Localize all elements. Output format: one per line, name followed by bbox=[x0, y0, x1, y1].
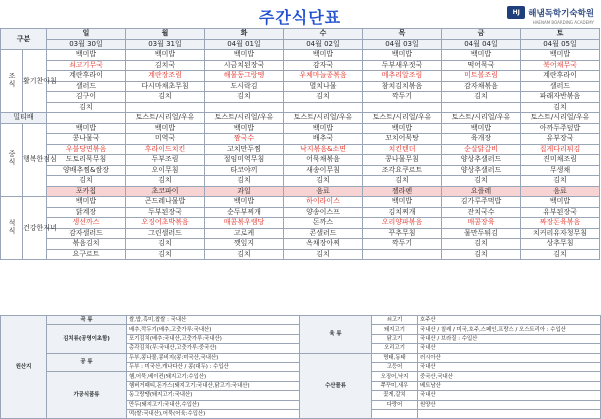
menu-item: 김치 bbox=[205, 249, 284, 260]
menu-item: 백미밥 bbox=[47, 123, 126, 134]
dinner-theme-text: 건강한저녁 bbox=[23, 223, 57, 232]
menu-item: 양상추샐러드 bbox=[442, 155, 521, 166]
day-header: 월 bbox=[126, 29, 205, 40]
fish-origin: 원양산 bbox=[418, 400, 601, 409]
menu-item: 계란후라이 bbox=[47, 71, 126, 82]
snack-item: 젤라펜 bbox=[363, 186, 442, 197]
menu-item: 두부된장국 bbox=[126, 207, 205, 218]
menu-item bbox=[205, 102, 284, 113]
menu-item: 백미밥 bbox=[126, 123, 205, 134]
fish-type: 쭈꾸미,새우 bbox=[372, 381, 418, 390]
fish-type: 오징어,낙지 bbox=[372, 372, 418, 381]
fish-origin: 국내산 bbox=[418, 362, 601, 371]
meat-type: 오리고기 bbox=[372, 344, 418, 353]
menu-item: 해물동그랑땡 bbox=[205, 71, 284, 82]
breakfast-row bbox=[1, 81, 600, 92]
lunch-theme-text: 행복한점심 bbox=[23, 155, 57, 164]
menu-item: 치커리유자청무침 bbox=[521, 228, 600, 239]
menu-item: 우불당면볶음 bbox=[47, 144, 126, 155]
menu-item: 김치 bbox=[47, 102, 126, 113]
menu-item: 미역국 bbox=[126, 134, 205, 145]
menu-item: 백미밥 bbox=[521, 197, 600, 208]
menu-item: 쇠고기무국 bbox=[47, 60, 126, 71]
morning-item: 토스트/시리얼/우유 bbox=[521, 113, 600, 124]
menu-item: 김치국 bbox=[126, 60, 205, 71]
menu-item: 메추리알조림 bbox=[363, 71, 442, 82]
morning-snack-row bbox=[1, 113, 600, 124]
date-header: 04월 05일 bbox=[521, 39, 600, 50]
menu-item: 두부새우젓국 bbox=[363, 60, 442, 71]
menu-item: 김치 bbox=[442, 92, 521, 103]
dinner-row bbox=[1, 228, 600, 239]
menu-item: 백미밥 bbox=[363, 197, 442, 208]
menu-item: 육개장 bbox=[442, 134, 521, 145]
origin-value: 포기김치(배추:국내산,고춧가루:국내산) bbox=[127, 334, 300, 343]
menu-item: 오이무침 bbox=[126, 165, 205, 176]
menu-item: 감자채볶음 bbox=[442, 81, 521, 92]
origin-category: 곡 류 bbox=[47, 316, 127, 325]
menu-item: 볶음김치 bbox=[47, 239, 126, 250]
menu-item: 조각요쿠르트 bbox=[363, 165, 442, 176]
origin-value: 총각김치(무:국내산,고춧가루:중국산) bbox=[127, 344, 300, 353]
menu-item: 백미밥 bbox=[47, 50, 126, 61]
menu-item: 김치 bbox=[363, 176, 442, 187]
menu-item: 백미밥 bbox=[126, 50, 205, 61]
menu-item bbox=[442, 102, 521, 113]
origin-row bbox=[1, 353, 601, 362]
menu-item: 김치 bbox=[47, 176, 126, 187]
fish-origin: 러시아산 bbox=[418, 353, 601, 362]
menu-item: 김치 bbox=[126, 176, 205, 187]
menu-item: 우체마늘종볶음 bbox=[284, 71, 363, 82]
empty-cell bbox=[372, 409, 418, 418]
origin-category: 가공식품류 bbox=[47, 372, 127, 419]
menu-item: 오리양파볶음 bbox=[363, 218, 442, 229]
menu-item bbox=[363, 102, 442, 113]
menu-item: 양배추찜&쌈장 bbox=[47, 165, 126, 176]
menu-item: 김치 bbox=[442, 239, 521, 250]
fish-category: 수산물류 bbox=[300, 353, 372, 419]
breakfast-row bbox=[1, 60, 600, 71]
menu-item: 하이라이스 bbox=[284, 197, 363, 208]
menu-item: 백미밥 bbox=[284, 123, 363, 134]
origin-category: 공 류 bbox=[47, 353, 127, 372]
page-header bbox=[0, 0, 600, 28]
menu-item: 매콤볶우램당 bbox=[205, 218, 284, 229]
date-header: 04월 01일 bbox=[205, 39, 284, 50]
snack-item: 요플레 bbox=[442, 186, 521, 197]
meat-category: 육 류 bbox=[300, 316, 372, 354]
menu-item: 백미밥 bbox=[363, 123, 442, 134]
menu-item: 짬국수 bbox=[205, 134, 284, 145]
menu-item: 김치 bbox=[284, 92, 363, 103]
origin-category: 김치류(공영이초함) bbox=[47, 325, 127, 353]
menu-item: 김치 bbox=[521, 176, 600, 187]
morning-item: 토스트/시리얼/우유 bbox=[363, 113, 442, 124]
lunch-row bbox=[1, 123, 600, 134]
date-header: 03월 31일 bbox=[126, 39, 205, 50]
day-header: 금 bbox=[442, 29, 521, 40]
menu-item: 두부조림 bbox=[126, 155, 205, 166]
menu-item: 매콤장육 bbox=[442, 218, 521, 229]
fish-type: 고등어 bbox=[372, 362, 418, 371]
dinner-row bbox=[1, 207, 600, 218]
menu-item: 배추국 bbox=[284, 134, 363, 145]
menu-item: 생선까스 bbox=[47, 218, 126, 229]
menu-item: 돈까스 bbox=[284, 218, 363, 229]
day-header: 토 bbox=[521, 29, 600, 40]
menu-item: 김치 bbox=[442, 176, 521, 187]
date-row bbox=[1, 39, 600, 50]
menu-body bbox=[1, 50, 600, 260]
date-header: 04월 02일 bbox=[284, 39, 363, 50]
menu-item: 깍두기 bbox=[363, 92, 442, 103]
menu-item: 백미밥 bbox=[442, 50, 521, 61]
origin-value: 두부,콩나물,콩비지(콩:미국산,국내산) bbox=[127, 353, 300, 362]
origin-value: 동그랑땡(돼지고기:국내산) bbox=[127, 391, 300, 400]
day-header: 화 bbox=[205, 29, 284, 40]
menu-item: 요구르트 bbox=[47, 249, 126, 260]
menu-item: 김치찌개 bbox=[363, 207, 442, 218]
menu-item: 양상추샐러드 bbox=[442, 165, 521, 176]
menu-item: 감자국 bbox=[284, 60, 363, 71]
menu-item: 콩나물국 bbox=[47, 134, 126, 145]
breakfast-meal-text: 조식 bbox=[8, 71, 16, 88]
breakfast-row bbox=[1, 102, 600, 113]
snack-item: 음료 bbox=[284, 186, 363, 197]
menu-item: 곤드레나물밥 bbox=[126, 197, 205, 208]
menu-item: 순살닭갈비 bbox=[442, 144, 521, 155]
menu-item: 닭계장 bbox=[47, 207, 126, 218]
lunch-row bbox=[1, 155, 600, 166]
origin-value: 떡(쌀:국내산),어묵(어육:수입산) bbox=[127, 409, 300, 418]
menu-item: 물만두튀김 bbox=[442, 228, 521, 239]
menu-item: 상추무침 bbox=[521, 239, 600, 250]
breakfast-row bbox=[1, 71, 600, 82]
menu-item: 낙지볶음&소면 bbox=[284, 144, 363, 155]
menu-item: 순두부찌개 bbox=[205, 207, 284, 218]
menu-item: 백미밥 bbox=[205, 50, 284, 61]
menu-item: 참치김치볶음 bbox=[363, 81, 442, 92]
page-title: 주간식단표 bbox=[258, 8, 342, 27]
menu-item: 무생채 bbox=[521, 165, 600, 176]
origin-title: 원산지 bbox=[1, 316, 47, 419]
day-header: 수 bbox=[284, 29, 363, 40]
menu-item: 미트볼조림 bbox=[442, 71, 521, 82]
menu-item: 떡어묵국 bbox=[442, 60, 521, 71]
origin-value: 햄버거패티,돈가스(돼지고기:국내산,닭고기:국내산) bbox=[127, 381, 300, 390]
meat-origin: 국내산 / 칠레 / 미국,호주,스페인,프랑스 / 오스트리아 : 수입산 bbox=[418, 325, 601, 334]
menu-item: 백미밥 bbox=[442, 123, 521, 134]
lunch-theme-label bbox=[23, 123, 57, 197]
date-header: 03월 30일 bbox=[47, 39, 126, 50]
menu-item: 감자샐러드 bbox=[47, 228, 126, 239]
breakfast-row bbox=[1, 50, 600, 61]
menu-item: 김치 bbox=[126, 92, 205, 103]
menu-item bbox=[363, 249, 442, 260]
dinner-meal-label bbox=[1, 197, 23, 260]
dinner-meal-text: 석식 bbox=[8, 218, 16, 235]
menu-item: 샐러드 bbox=[521, 81, 600, 92]
lunch-row bbox=[1, 134, 600, 145]
fish-origin: 중국산,국내산 bbox=[418, 372, 601, 381]
menu-item: 김치 bbox=[205, 92, 284, 103]
menu-item: 오징어초박볶음 bbox=[126, 218, 205, 229]
menu-corner-label: 구분 bbox=[1, 29, 47, 50]
origin-row bbox=[1, 316, 601, 325]
snack-row bbox=[1, 186, 600, 197]
breakfast-meal-label bbox=[1, 50, 23, 113]
meat-type: 닭고기 bbox=[372, 334, 418, 343]
snack-item: 초코파이 bbox=[126, 186, 205, 197]
menu-item: 깻잎지 bbox=[205, 239, 284, 250]
menu-item: 멸치나물 bbox=[284, 81, 363, 92]
menu-item: 백미밥 bbox=[47, 197, 126, 208]
menu-item: 김구이 bbox=[47, 92, 126, 103]
lunch-row bbox=[1, 176, 600, 187]
fish-origin: 베트남산 bbox=[418, 381, 601, 390]
menu-item: 김치 bbox=[521, 102, 600, 113]
origin-value: 햄,어묵,베이컨(돼지고기:수입산) bbox=[127, 372, 300, 381]
fish-type: 꽃게,갈치 bbox=[372, 391, 418, 400]
menu-item: 샐러드 bbox=[47, 81, 126, 92]
menu-item: 짜장돈육볶음 bbox=[521, 218, 600, 229]
menu-item: 콩나물무침 bbox=[363, 155, 442, 166]
menu-item: 꾸추무침 bbox=[363, 228, 442, 239]
menu-item: 유부장국 bbox=[521, 134, 600, 145]
origin-value: 두부 : 미국산,캐나다산 / 콩(대두) : 수입산 bbox=[127, 362, 300, 371]
snack-item: 포카칩 bbox=[47, 186, 126, 197]
menu-item: 고치만두찜 bbox=[205, 144, 284, 155]
fish-type: 다랑어 bbox=[372, 400, 418, 409]
menu-item: 김치 bbox=[126, 239, 205, 250]
menu-item: 잔치국수 bbox=[442, 207, 521, 218]
morning-item: 토스트/시리얼/우유 bbox=[442, 113, 521, 124]
menu-item: 진미채조림 bbox=[521, 155, 600, 166]
origin-value: 배추,깍두기(배추,고춧가루:국내산) bbox=[127, 325, 300, 334]
menu-item: 집게다리튀김 bbox=[521, 144, 600, 155]
menu-item: 백미밥 bbox=[521, 50, 600, 61]
menu-item: 타코야끼 bbox=[205, 165, 284, 176]
morning-item: 토스트/시리얼/우유 bbox=[284, 113, 363, 124]
menu-item bbox=[284, 102, 363, 113]
logo-text: 해냄독학기숙학원 bbox=[528, 8, 594, 19]
menu-item: 옥채장아찌 bbox=[284, 239, 363, 250]
date-header: 04월 04일 bbox=[442, 39, 521, 50]
day-header: 목 bbox=[363, 29, 442, 40]
breakfast-theme-text: 활기찬아침 bbox=[23, 76, 57, 85]
morning-item: 토스트/시리얼/우유 bbox=[205, 113, 284, 124]
menu-item: 아까두주덮밥 bbox=[521, 123, 600, 134]
empty-cell bbox=[418, 409, 601, 418]
menu-item: 후라이드치킨 bbox=[126, 144, 205, 155]
logo-subtitle: HAENAM BOARDING ACADEMY bbox=[532, 20, 594, 25]
menu-item: 백미밥 bbox=[205, 197, 284, 208]
menu-item: 치킨텐더 bbox=[363, 144, 442, 155]
menu-item: 계란후라이 bbox=[521, 71, 600, 82]
morning-item bbox=[47, 113, 126, 124]
lunch-meal-text: 중식 bbox=[8, 150, 16, 167]
logo-icon: HJ bbox=[507, 6, 525, 19]
origin-value: 쌀,밥,흑미,찹쌀 : 국내산 bbox=[127, 316, 300, 325]
menu-item: 계란장조림 bbox=[126, 71, 205, 82]
menu-item: 김치 bbox=[442, 249, 521, 260]
menu-item: 새송이무침 bbox=[284, 165, 363, 176]
breakfast-row bbox=[1, 92, 600, 103]
menu-item: 백미밥 bbox=[363, 50, 442, 61]
day-row bbox=[1, 29, 600, 40]
menu-item: 김치 bbox=[284, 176, 363, 187]
menu-item bbox=[126, 102, 205, 113]
menu-item: 절임미역무침 bbox=[205, 155, 284, 166]
meat-origin: 국내산 / 브라질 : 수입산 bbox=[418, 334, 601, 343]
lunch-row bbox=[1, 165, 600, 176]
menu-item: 양송이스프 bbox=[284, 207, 363, 218]
menu-item: 김치 bbox=[126, 249, 205, 260]
origin-body bbox=[1, 316, 601, 419]
menu-item: 김치 bbox=[205, 176, 284, 187]
dinner-theme-label bbox=[23, 197, 57, 260]
menu-item: 그린샐러드 bbox=[126, 228, 205, 239]
morning-label: 밀티배 bbox=[1, 113, 47, 124]
menu-item: 도시락김 bbox=[205, 81, 284, 92]
fish-origin: 국내산 bbox=[418, 391, 601, 400]
meat-type: 쇠고기 bbox=[372, 316, 418, 325]
menu-item: 어묵채볶음 bbox=[284, 155, 363, 166]
dinner-row bbox=[1, 218, 600, 229]
dinner-row bbox=[1, 197, 600, 208]
day-header: 일 bbox=[47, 29, 126, 40]
snack-item: 음료 bbox=[521, 186, 600, 197]
menu-item: 도토리묵무침 bbox=[47, 155, 126, 166]
menu-item: 북어채무국 bbox=[521, 60, 600, 71]
menu-item: 유부된장국 bbox=[521, 207, 600, 218]
menu-item: 김치 bbox=[284, 249, 363, 260]
menu-item: 깍두기 bbox=[363, 239, 442, 250]
lunch-row bbox=[1, 144, 600, 155]
morning-item: 토스트/시리얼/우유 bbox=[126, 113, 205, 124]
dinner-row bbox=[1, 239, 600, 250]
meat-origin: 호주산 bbox=[418, 316, 601, 325]
menu-item: 백미밥 bbox=[284, 50, 363, 61]
dinner-row bbox=[1, 249, 600, 260]
snack-item: 과일 bbox=[205, 186, 284, 197]
fish-type: 명태,동태 bbox=[372, 353, 418, 362]
date-header: 04월 03일 bbox=[363, 39, 442, 50]
academy-logo bbox=[507, 6, 594, 19]
menu-item: 김가루주먹밥 bbox=[442, 197, 521, 208]
menu-item: 파래자반볶음 bbox=[521, 92, 600, 103]
menu-item: 백미밥 bbox=[205, 123, 284, 134]
meat-type: 돼지고기 bbox=[372, 325, 418, 334]
breakfast-theme-label bbox=[23, 50, 57, 113]
lunch-meal-label bbox=[1, 123, 23, 197]
menu-item: 김치 bbox=[521, 249, 600, 260]
meat-origin: 국내산 bbox=[418, 344, 601, 353]
menu-item: 콘샐러드 bbox=[284, 228, 363, 239]
origin-value: 만두(돼지고기:국내산,수입산) bbox=[127, 400, 300, 409]
origin-table bbox=[0, 315, 601, 419]
menu-item: 시금치된장국 bbox=[205, 60, 284, 71]
menu-item: 다시마채초무침 bbox=[126, 81, 205, 92]
menu-item: 꼬치어묵탕 bbox=[363, 134, 442, 145]
weekly-menu-table bbox=[0, 28, 600, 260]
menu-item: 고로케 bbox=[205, 228, 284, 239]
